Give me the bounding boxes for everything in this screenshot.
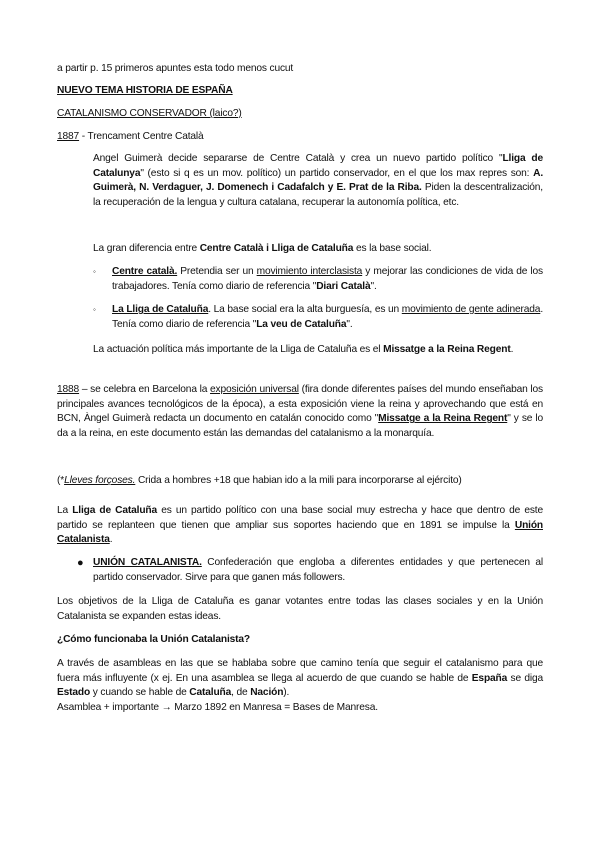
year-1887: 1887	[57, 131, 80, 142]
paragraph-1888	[57, 383, 543, 441]
text: .	[109, 534, 113, 546]
underlined-term: movimiento de gente adinerada	[401, 304, 541, 315]
paragraph-lliga-base	[57, 504, 543, 548]
assembly-line: Asamblea + importante → Marzo 1892 en Manresa = Bases de Manresa.	[57, 702, 378, 713]
union-name: Unión Catalanista	[57, 519, 543, 546]
text: A través de asambleas en las que se hablaba sobre que camino tenía que seguir el catalanismo para que fuera más influyente (x ej. En una asamblea se llega al acuerdo de que cuando se hable de	[57, 658, 543, 684]
term: España	[471, 672, 508, 684]
underlined-term: Lleves forçoses.	[64, 475, 136, 486]
party-name: Lliga de Cataluña	[72, 505, 158, 516]
paragraph-missatge	[93, 343, 543, 358]
bullet-label: La Lliga de Cataluña	[112, 304, 209, 315]
underlined-term: movimiento interclasista	[256, 266, 363, 277]
bullet-centre-catala	[112, 265, 543, 294]
newspaper-name: Diari Català	[316, 280, 371, 292]
note-lleves	[57, 474, 462, 488]
parties: Centre Català i Lliga de Cataluña	[199, 243, 354, 254]
text: Piden la descentralización, la recuperación de la lengua y cultura catalana, recuperar la autonomía política, etc.	[93, 182, 543, 208]
text: y cuando se hable de	[90, 687, 190, 699]
bullet-label: Centre català.	[112, 266, 178, 277]
text: Confederación que engloba a diferentes entidades y que pertenecen al partido conservador. Sirve para que ganen más followers.	[93, 557, 544, 583]
text: La	[57, 505, 73, 516]
paragraph-objectives: Los objetivos de la Lliga de Cataluña es ganar votantes entre todas las clases sociales y en la Unión Catalanista se expanden estas ideas.	[57, 596, 543, 622]
event-1887-title: - Trencament Centre Català	[79, 131, 204, 142]
document-name: Missatge a la Reina Regent	[378, 413, 508, 425]
text: Pretendia ser un	[177, 266, 257, 277]
newspaper-name: La veu de Cataluña	[256, 318, 347, 330]
text: es la base social.	[353, 243, 432, 254]
hollow-bullet-icon: ◦	[93, 305, 96, 314]
text: La actuación política más importante de la Lliga de Cataluña es el	[93, 344, 384, 355]
text: La gran diferencia entre	[93, 243, 200, 254]
text: " y se lo da a la reina, en este documento están las demandas del catalanismo a la monarquía.	[57, 413, 543, 439]
party-name: Lliga de Catalunya	[93, 153, 544, 179]
representatives: A. Guimerà, N. Verdaguer, J. Domenech i Cadafalch y E. Prat de la Riba.	[93, 167, 543, 194]
term: Cataluña	[189, 687, 232, 699]
text: (fira donde diferentes países del mundo enseñaban los principales avances tecnológicos de la época), a esta exposición viene la reina y aprovechando que está en BCN, Àngel Guimerà redacta un documento en catalán conocido como "	[57, 384, 543, 425]
term: Nación	[250, 687, 284, 699]
text: y mejorar las condiciones de vida de los trabajadores. Tenía como diario de referencia "	[112, 266, 543, 292]
paragraph-lliga-founding	[93, 152, 543, 210]
topic-title: NUEVO TEMA HISTORIA DE ESPAÑA	[57, 85, 233, 96]
text: . La base social era la alta burguesía, es un	[208, 304, 402, 315]
text: . Tenía como diario de referencia "	[112, 304, 543, 330]
section-title: CATALANISMO CONSERVADOR (laico?)	[57, 108, 242, 119]
text: ".	[370, 280, 377, 292]
text: .	[510, 344, 514, 355]
text: – se celebra en Barcelona la	[79, 384, 211, 395]
question-heading: ¿Cómo funcionaba la Unión Catalanista?	[57, 634, 250, 645]
document-name: Missatge a la Reina Regent	[383, 344, 511, 355]
paragraph-difference	[93, 242, 543, 257]
paragraph-asambleas	[57, 657, 543, 701]
text: es un partido político con una base social muy estrecha y hace que dentro de este partido se replanteen que tienen que ampliar sus soportes haciendo que en 1891 se impulse la	[57, 505, 544, 531]
text: " (esto si q es un mov. político) un partido conservador, en el que los max repres son:	[140, 167, 534, 179]
text: , de	[231, 687, 251, 699]
text: ".	[346, 318, 353, 330]
text: Crida a hombres +18 que habian ido a la mili para incorporarse al ejército)	[135, 475, 462, 486]
bullet-union-catalanista	[93, 556, 543, 585]
header-note: a partir p. 15 primeros apuntes esta todo menos cucut	[57, 63, 294, 74]
text: Angel Guimerà decide separarse de Centre Català y crea un nuevo partido político "	[93, 153, 503, 164]
year-1888: 1888	[57, 384, 80, 395]
text: se diga	[507, 672, 544, 684]
text: ).	[283, 687, 290, 699]
hollow-bullet-icon: ◦	[93, 267, 96, 276]
event-1887-heading	[57, 130, 204, 144]
term: Estado	[57, 687, 91, 699]
underlined-term: exposición universal	[210, 384, 299, 395]
text: (*	[57, 475, 65, 486]
solid-bullet-icon: ●	[77, 557, 84, 569]
bullet-label: UNIÓN CATALANISTA.	[93, 557, 202, 568]
bullet-lliga	[112, 303, 543, 332]
